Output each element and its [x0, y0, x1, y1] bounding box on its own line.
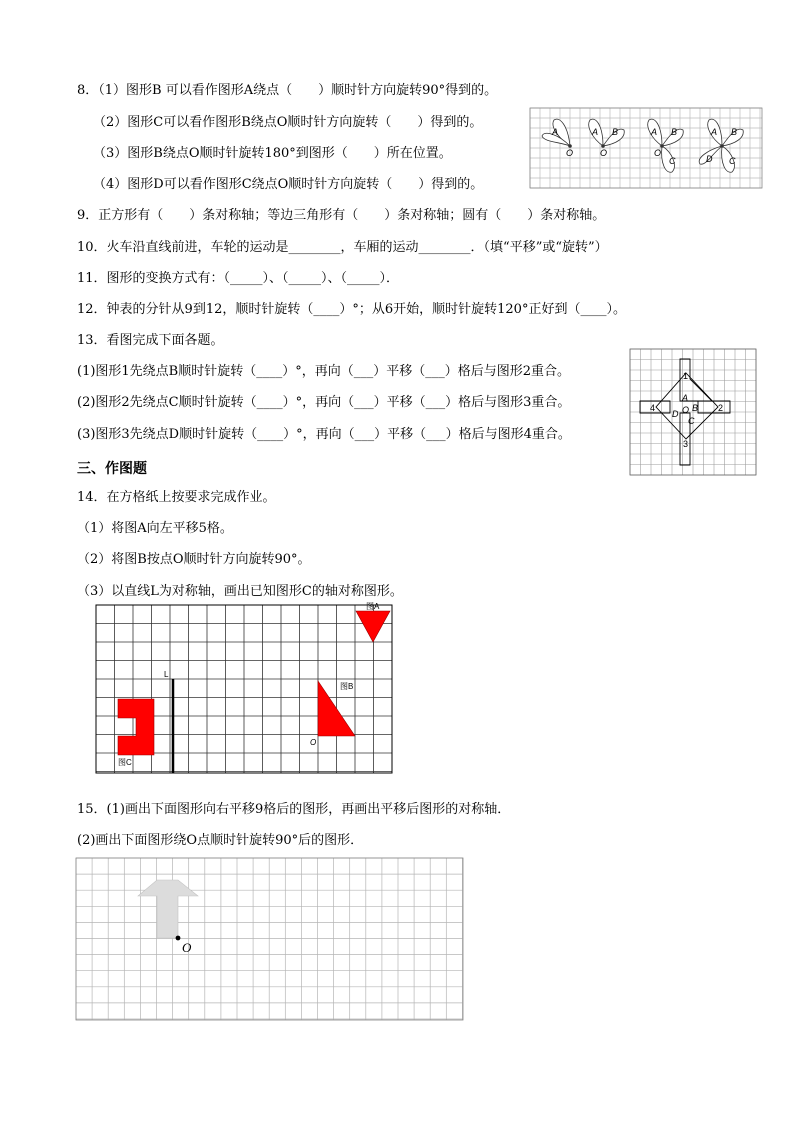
fig-b-label: 图B [340, 682, 354, 691]
q10-line: 10．火车沿直线前进，车轮的运动是________，车厢的运动________．（填“平移”或“旋转”） [77, 240, 608, 255]
q8-line-1: 8．（1）图形B 可以看作图形A绕点（ ）顺时针方向旋转90°得到的。 [77, 83, 498, 98]
q8-line-4: （4）图形D可以看作图形C绕点O顺时针方向旋转（ ）得到的。 [93, 177, 484, 192]
fig-a-label: 图A [366, 602, 380, 611]
q14-line-2: （2）将图B按点O顺时针方向旋转90°。 [77, 552, 311, 567]
q13-line-2: (2)图形2先绕点C顺时针旋转（____）°，再向（___）平移（___）格后与图形3重合。 [77, 395, 571, 410]
q14-grid-figure [96, 602, 392, 773]
figure-a-shape [356, 611, 390, 642]
q13-label-1: 1 [683, 371, 689, 381]
q9-line: 9．正方形有（ ）条对称轴；等边三角形有（ ）条对称轴；圆有（ ）条对称轴。 [77, 208, 606, 223]
q13-label-c: C [688, 416, 695, 426]
q8-label-b4: B [731, 127, 738, 137]
q8-label-c3: C [669, 156, 676, 166]
q13-label-d: D [672, 409, 679, 419]
q8-label-o1: O [566, 148, 574, 158]
line-l-label: L [164, 670, 169, 679]
point-o-label-q15: O [182, 940, 192, 955]
q14-title: 14．在方格纸上按要求完成作业。 [77, 490, 276, 505]
q11-line: 11．图形的变换方式有：（_____）、（_____）、（_____）． [77, 271, 400, 286]
figure-c-shape [118, 699, 154, 755]
q13-label-a: A [682, 393, 689, 403]
q13-label-4: 4 [650, 403, 656, 413]
q14-line-3: （3）以直线L为对称轴，画出已知图形C的轴对称图形。 [77, 584, 403, 599]
q13-label-2: 2 [718, 403, 724, 413]
q8-label-b3: B [671, 127, 678, 137]
q8-label-a4: A [711, 127, 718, 137]
q8-label-a1: A [552, 127, 559, 137]
q13-title: 13．看图完成下面各题。 [77, 333, 224, 348]
fig-c-label: 图C [118, 758, 132, 767]
q13-grid-figure [630, 349, 756, 475]
q12-line: 12．钟表的分针从9到12，顺时针旋转（____）°；从6开始，顺时针旋转120°正好到（____）。 [77, 302, 626, 317]
q8-label-a2: A [592, 127, 599, 137]
point-o [176, 936, 181, 941]
q8-label-d4: D [706, 154, 713, 164]
section-heading: 三、作图题 [77, 461, 147, 477]
point-o-label: O [310, 738, 317, 747]
q8-label-b2: B [612, 127, 619, 137]
q13-label-b: B [692, 403, 699, 413]
q8-flower-figure [530, 108, 762, 188]
q14-line-1: （1）将图A向左平移5格。 [77, 521, 233, 536]
q8-line-3: （3）图形B绕点O顺时针旋转180°到图形（ ）所在位置。 [93, 146, 452, 161]
q15-grid-figure [76, 858, 463, 1020]
q13-line-1: (1)图形1先绕点B顺时针旋转（____）°，再向（___）平移（___）格后与图形2重合。 [77, 364, 571, 379]
q8-line-2: （2）图形C可以看作图形B绕点O顺时针方向旋转（ ）得到的。 [93, 115, 483, 130]
q13-label-3: 3 [683, 439, 689, 449]
q13-line-3: (3)图形3先绕点D顺时针旋转（____）°，再向（___）平移（___）格后与图形4重合。 [77, 427, 571, 442]
q8-label-a3: A [651, 127, 658, 137]
q13-label-o: O [682, 405, 690, 415]
q8-label-o3: O [654, 148, 662, 158]
q15-line-2: (2)画出下面图形绕O点顺时针旋转90°后的图形． [77, 833, 364, 848]
q8-label-c4: C [729, 156, 736, 166]
q8-label-o2: O [600, 148, 608, 158]
q15-line-1: 15．(1)画出下面图形向右平移9格后的图形，再画出平移后图形的对称轴． [77, 802, 511, 817]
